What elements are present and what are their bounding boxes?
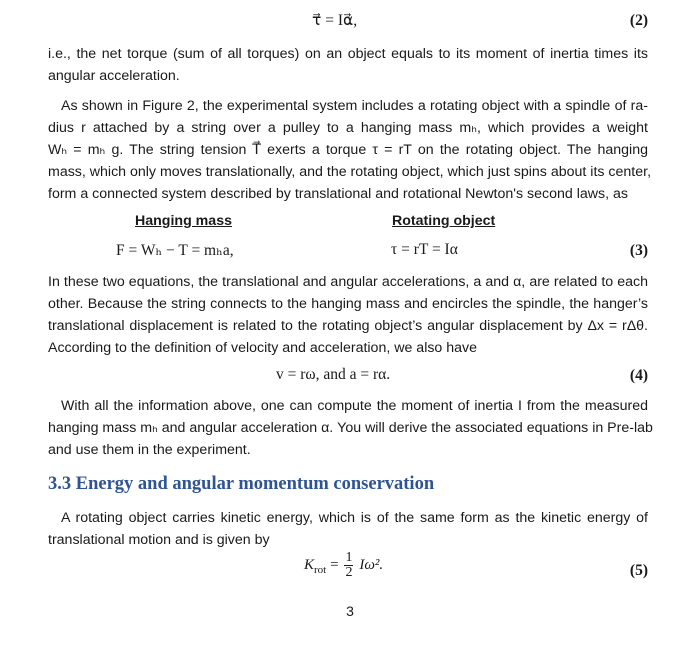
paragraph-4-line-1: With all the information above, one can compute the moment of inertia I from the measured <box>61 398 648 414</box>
equation-5-lhs-sub: rot <box>314 564 327 577</box>
paragraph-2-line-5: form a connected system described by translational and rotational Newton's second laws, as <box>48 186 628 202</box>
paragraph-4-line-3: and use them in the experiment. <box>48 442 251 458</box>
paragraph-3-line-4: According to the definition of velocity and acceleration, we also have <box>48 340 478 356</box>
equation-3-number: (3) <box>629 242 648 259</box>
equation-4-number: (4) <box>629 367 648 384</box>
equation-5-number: (5) <box>629 562 648 579</box>
paragraph-5-line-2: translational motion and is given by <box>48 532 270 548</box>
equation-2-number: (2) <box>629 12 648 29</box>
paragraph-2-line-2: dius r attached by a string over a pulley to a hanging mass mₕ, which provides a weight <box>48 120 648 136</box>
paragraph-3-line-1: In these two equations, the translational and angular accelerations, a and α, are related to each <box>48 274 648 290</box>
equation-4: v = rω, and a = rα. <box>276 366 391 383</box>
paragraph-1-line-1: i.e., the net torque (sum of all torques) on an object equals to its moment of inertia times its <box>48 46 648 62</box>
equation-2: τ⃗ = Iα⃗, <box>312 12 358 29</box>
equation-3-left: F = Wₕ − T = mₕa, <box>116 242 234 259</box>
paragraph-5-line-1: A rotating object carries kinetic energy, which is of the same form as the kinetic energy of <box>61 510 648 526</box>
paragraph-3-line-2: other. Because the string connects to the hanging mass and encircles the spindle, the hanger’s <box>48 296 648 312</box>
equation-3-right: τ = rT = Iα <box>391 241 458 258</box>
equation-5 <box>304 551 383 580</box>
rotating-object-heading: Rotating object <box>392 213 496 229</box>
paragraph-2-line-3: Wₕ = mₕ g. The string tension T⃗ exerts a torque τ = rT on the rotating object. The hanging <box>48 142 648 158</box>
equation-5-equals: = <box>330 557 339 574</box>
hanging-mass-heading: Hanging mass <box>135 213 232 229</box>
equation-5-fraction <box>344 551 353 580</box>
equation-5-numerator: 1 <box>345 550 353 565</box>
equation-5-lhs: K <box>304 557 315 574</box>
paragraph-4-line-2: hanging mass mₕ and angular acceleration α. You will derive the associated equations in Pre-lab <box>48 420 653 436</box>
paragraph-2-line-4: mass, which only moves translationally, and the rotating object, which just spins about its center, <box>48 164 652 180</box>
section-heading: 3.3 Energy and angular momentum conservation <box>48 474 435 494</box>
paragraph-3-line-3: translational displacement is related to the rotating object’s angular displacement by Δx = rΔθ. <box>48 318 648 334</box>
equation-5-rhs: Iω². <box>359 557 384 574</box>
paragraph-2-line-1: As shown in Figure 2, the experimental system includes a rotating object with a spindle of ra- <box>61 98 648 114</box>
paragraph-1-line-2: angular acceleration. <box>48 68 180 84</box>
page-number: 3 <box>346 603 354 619</box>
equation-5-denominator: 2 <box>345 565 353 580</box>
